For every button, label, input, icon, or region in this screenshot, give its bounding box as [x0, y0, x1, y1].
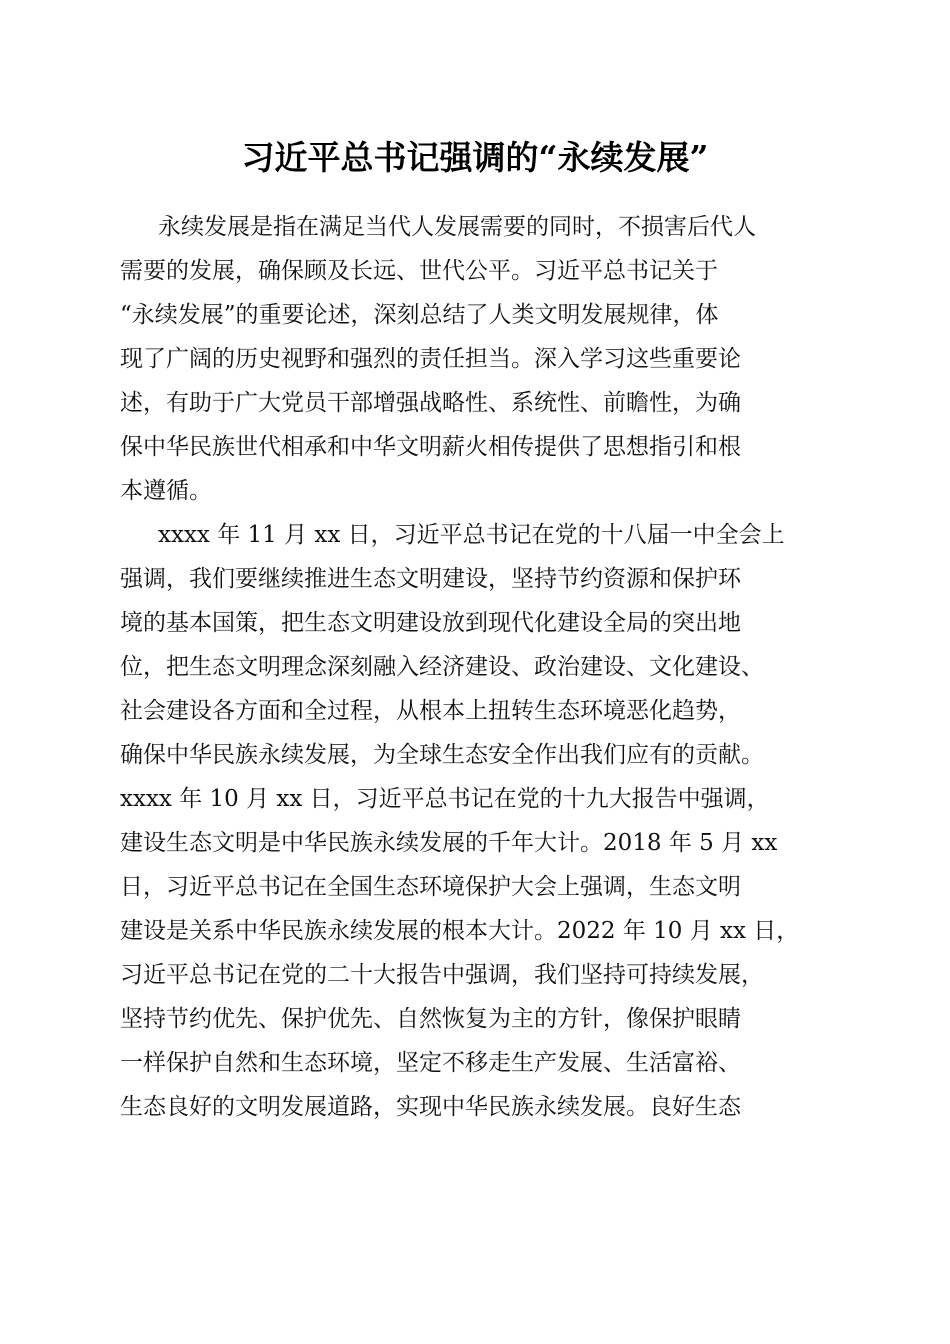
paragraph-line: 本遵循。	[120, 478, 212, 504]
paragraph-line: xxxx 年 10 月 xx 日，习近平总书记在党的十九大报告中强调，	[120, 786, 770, 812]
paragraph-line: 日，习近平总书记在全国生态环境保护大会上强调，生态文明	[120, 874, 741, 900]
document-title: 习近平总书记强调的“永续发展”	[241, 138, 709, 177]
paragraph-line: 建设是关系中华民族永续发展的根本大计。2022 年 10 月 xx 日，	[120, 918, 800, 944]
paragraph-line: 位，把生态文明理念深刻融入经济建设、政治建设、文化建设、	[120, 654, 764, 680]
paragraph-line: 永续发展是指在满足当代人发展需要的同时，不损害后代人	[158, 214, 756, 240]
paragraph-line: 习近平总书记在党的二十大报告中强调，我们坚持可持续发展，	[120, 962, 764, 988]
paragraph-line: “永续发展”的重要论述，深刻总结了人类文明发展规律，体	[120, 302, 719, 328]
paragraph-line: 建设生态文明是中华民族永续发展的千年大计。2018 年 5 月 xx	[120, 830, 778, 856]
paragraph-2	[120, 513, 832, 1129]
paragraph-line: 生态良好的文明发展道路，实现中华民族永续发展。良好生态	[120, 1094, 741, 1120]
paragraph-line: 强调，我们要继续推进生态文明建设，坚持节约资源和保护环	[120, 566, 741, 592]
paragraph-line: xxxx 年 11 月 xx 日，习近平总书记在党的十八届一中全会上	[158, 522, 785, 548]
paragraph-line: 一样保护自然和生态环境，坚定不移走生产发展、生活富裕、	[120, 1050, 741, 1076]
document-body	[120, 205, 832, 1129]
paragraph-line: 需要的发展，确保顾及长远、世代公平。习近平总书记关于	[120, 258, 718, 284]
paragraph-line: 现了广阔的历史视野和强烈的责任担当。深入学习这些重要论	[120, 346, 741, 372]
paragraph-line: 确保中华民族永续发展，为全球生态安全作出我们应有的贡献。	[120, 742, 764, 768]
paragraph-line: 坚持节约优先、保护优先、自然恢复为主的方针，像保护眼睛	[120, 1006, 741, 1032]
paragraph-line: 保中华民族世代相承和中华文明薪火相传提供了思想指引和根	[120, 434, 741, 460]
paragraph-line: 社会建设各方面和全过程，从根本上扭转生态环境恶化趋势，	[120, 698, 741, 724]
paragraph-line: 境的基本国策，把生态文明建设放到现代化建设全局的突出地	[120, 610, 741, 636]
paragraph-1	[120, 205, 832, 513]
paragraph-line: 述，有助于广大党员干部增强战略性、系统性、前瞻性，为确	[120, 390, 741, 416]
